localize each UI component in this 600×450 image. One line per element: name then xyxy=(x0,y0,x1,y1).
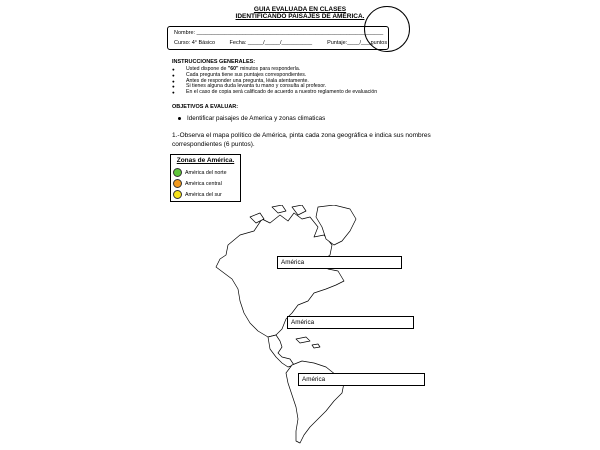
puntaje-field[interactable]: Puntaje:____/____ xyxy=(327,40,374,46)
zones-legend xyxy=(170,154,241,202)
puntos-label: puntos xyxy=(370,40,388,46)
legend-title: Zonas de América. xyxy=(176,157,235,164)
north-america-answer-box[interactable]: América xyxy=(277,256,402,269)
instruction-item: ● En el caso de copia será calificado de acuerdo a nuestro reglamento de evaluación xyxy=(172,90,492,96)
objective-item: Identificar paisajes de America y zonas climaticas xyxy=(178,115,325,122)
legend-item-south: América del sur xyxy=(173,190,222,199)
yellow-circle-icon xyxy=(173,190,182,199)
nombre-field[interactable]: Nombre: _____________________________________________________________ xyxy=(174,30,384,36)
instruction-item: ● Si tienes alguna duda levanta tu mano y consulta al profesor. xyxy=(172,84,492,90)
objectives-heading: OBJETIVOS A EVALUAR: xyxy=(172,104,239,110)
legend-item-north: América del norte xyxy=(173,168,227,177)
instructions-heading: INSTRUCCIONES GENERALES: xyxy=(172,59,256,65)
bullet-icon xyxy=(178,117,181,120)
instruction-item: ● Cada pregunta tiene sus puntajes correspondientes. xyxy=(172,73,492,79)
instructions-list xyxy=(172,67,492,96)
central-america-answer-box[interactable]: América xyxy=(287,316,414,329)
question-text: 1.-Observa el mapa político de América, pinta cada zona geográfica e indica sus nombres correspondientes (6 puntos). xyxy=(172,132,431,148)
student-info-box xyxy=(167,26,389,50)
worksheet-subtitle: IDENTIFICANDO PAISAJES DE AMÉRICA. xyxy=(235,13,365,20)
curso-label: Curso: 4° Básico xyxy=(174,40,216,46)
green-circle-icon xyxy=(173,168,182,177)
fecha-field[interactable]: Fecha: _____/_____/__________ xyxy=(229,40,313,46)
instruction-item: ● Usted dispone de "60" minutos para responderla. xyxy=(172,67,492,73)
orange-circle-icon xyxy=(173,179,182,188)
legend-item-central: América central xyxy=(173,179,222,188)
instruction-item: ● Antes de responder una pregunta, léala atentamente. xyxy=(172,79,492,85)
worksheet-title: GUIA EVALUADA EN CLASES xyxy=(253,6,347,13)
info-row xyxy=(174,40,386,46)
south-america-answer-box[interactable]: América xyxy=(298,373,425,386)
